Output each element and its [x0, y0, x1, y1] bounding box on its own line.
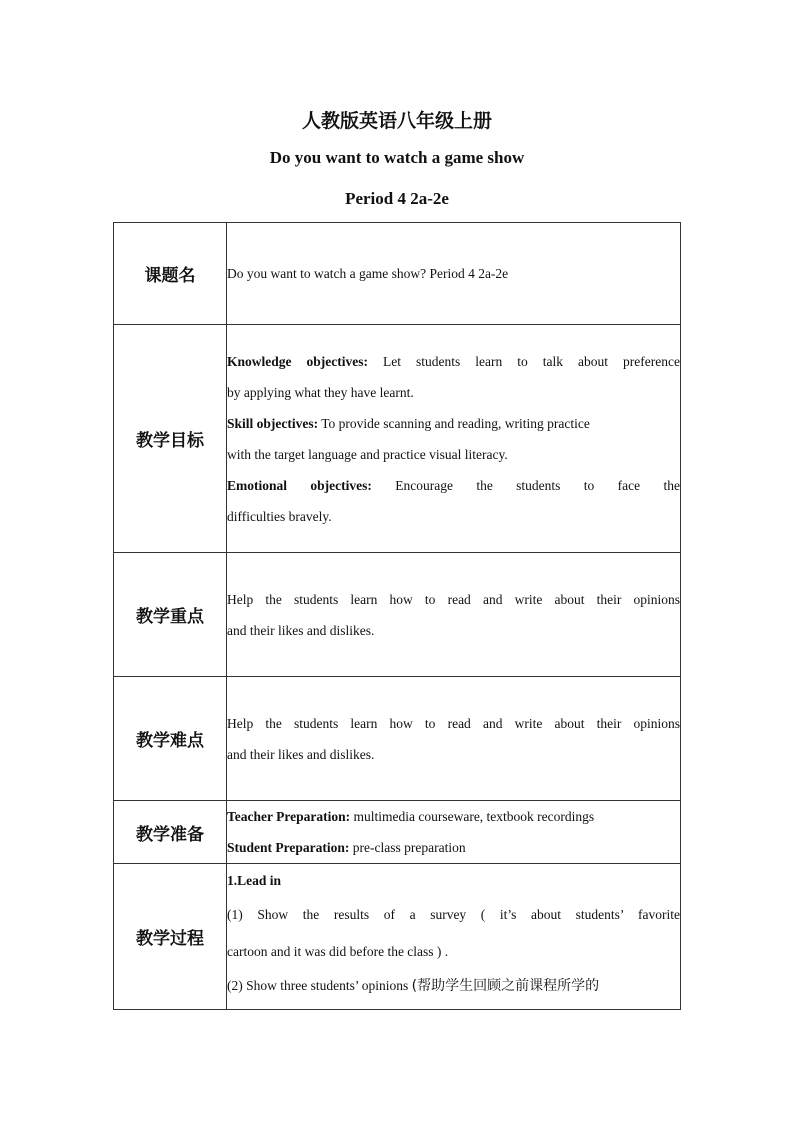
row-label-difficult-points: 教学难点: [114, 677, 227, 801]
preparation-content: [227, 801, 681, 864]
difficult-points-content: Help the students learn how to read and write about their opinions and their likes and dislikes.: [227, 677, 681, 801]
period-title: Period 4 2a-2e: [345, 189, 449, 208]
row-label-process: 教学过程: [114, 864, 227, 1010]
table-row-topic: [114, 223, 681, 325]
row-label-objectives: 教学目标: [114, 325, 227, 553]
row-label-preparation: 教学准备: [114, 801, 227, 864]
skill-objectives: Skill objectives: To provide scanning and reading, writing practice: [227, 415, 590, 431]
key-points-content: Help the students learn how to read and write about their opinions and their likes and dislikes.: [227, 553, 681, 677]
table-row-objectives: [114, 325, 681, 553]
table-row-difficult-points: [114, 677, 681, 801]
knowledge-objectives: Knowledge objectives: Let students learn to talk about preference: [227, 353, 680, 369]
student-preparation: Student Preparation: pre-class preparation: [227, 840, 466, 855]
teacher-preparation: Teacher Preparation: multimedia courseware, textbook recordings: [227, 809, 595, 824]
row-label-key-points: 教学重点: [114, 553, 227, 677]
unit-title: Do you want to watch a game show: [269, 148, 525, 167]
process-content: 1.Lead in (1) Show the results of a survey ( it’s about students’ favorite cartoon and it was did before the class ) . (2) Show three students’ opinions (帮助学生回顾之前课程所学的: [227, 864, 681, 1010]
topic-text: Do you want to watch a game show? Period 4 2a-2e: [227, 223, 681, 325]
objectives-content: Knowledge objectives: Let students learn to talk about preference by applying what they have learnt. Skill objectives: To provide scanning and reading, writing practice with the target language and practice visual literacy. Emotional objectives: Encourage the students to face the difficulties bravely.: [227, 325, 681, 553]
table-row-key-points: [114, 553, 681, 677]
lesson-plan-table: [113, 222, 681, 1010]
book-title: 人教版英语八年级上册: [301, 110, 492, 132]
table-row-process: [114, 864, 681, 1010]
row-label-topic: 课题名: [114, 223, 227, 325]
emotional-objectives: Emotional objectives: Encourage the students to face the: [227, 477, 680, 493]
table-row-preparation: [114, 801, 681, 864]
